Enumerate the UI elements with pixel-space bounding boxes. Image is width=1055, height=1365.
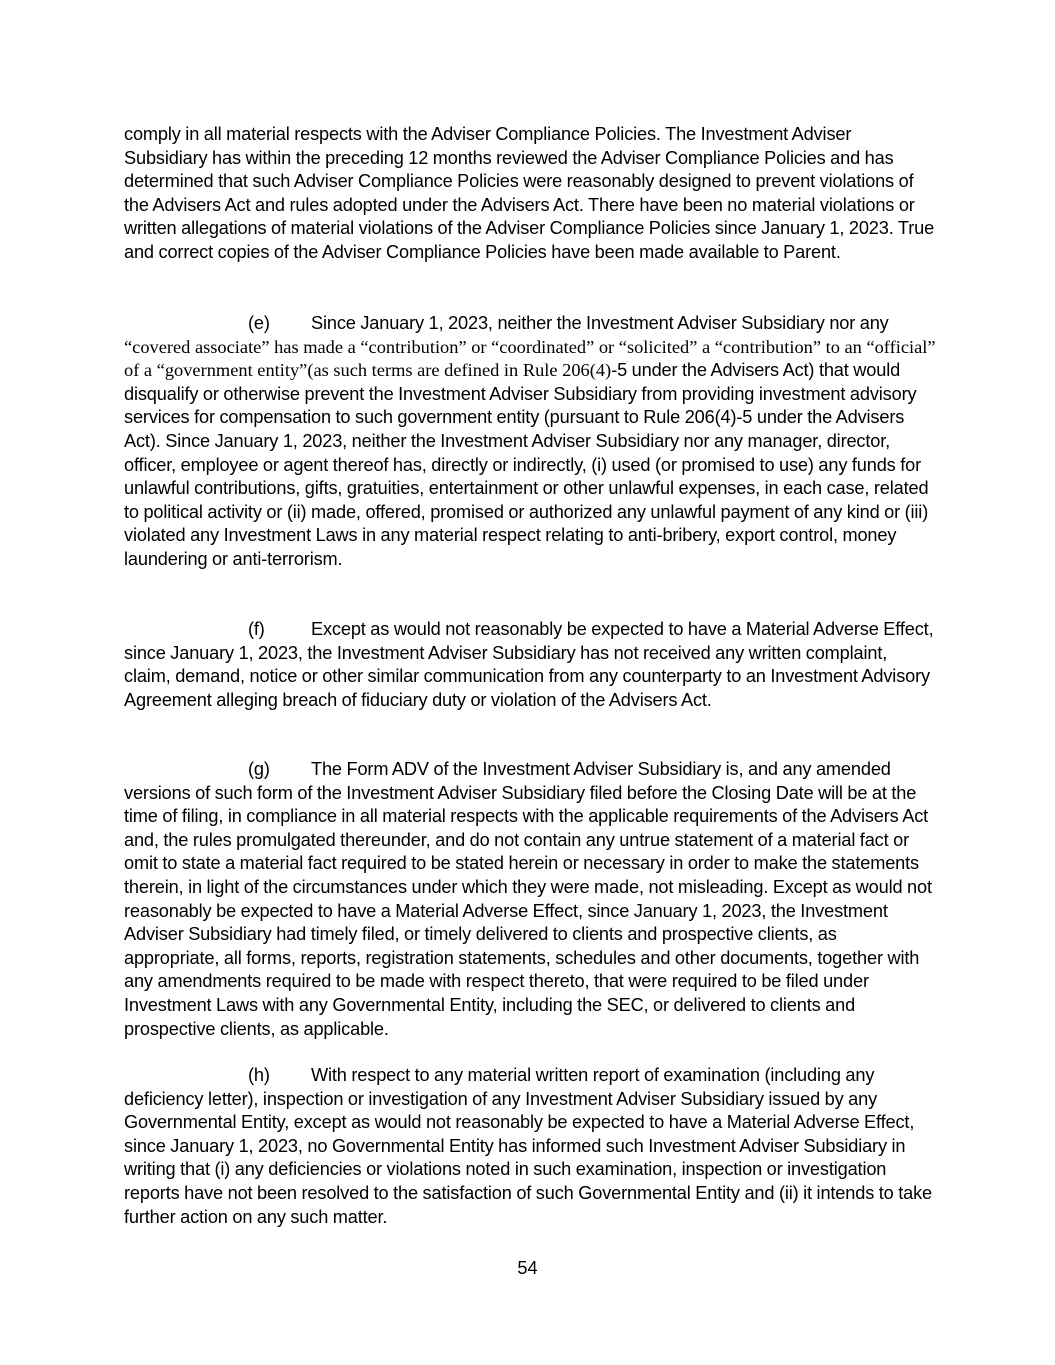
section-e-marker: (e)	[248, 313, 270, 333]
section-g-text: The Form ADV of the Investment Adviser Subsidiary is, and any amended versions of such form of the Investment Adviser Subsidiary filed before the Closing Date will be at the time of filing, in compliance in all material respects with the applicable requirements of the Advisers Act and, the rules promulgated thereunder, and do not contain any untrue statement of a material fact or omit to state a material fact required to be stated herein or necessary in order to make the statements therein, in light of the circumstances under which they were made, not misleading. Except as would not reasonably be expected to have a Material Adverse Effect, since January 1, 2023, the Investment Adviser Subsidiary had timely filed, or timely delivered to clients and prospective clients, as appropriate, all forms, reports, registration statements, schedules and other documents, together with any amendments required to be made with respect thereto, that were required to be filed under Investment Laws with any Governmental Entity, including the SEC, or delivered to clients and prospective clients, as applicable.	[124, 759, 932, 1039]
section-h-marker: (h)	[248, 1065, 270, 1085]
section-g-paragraph	[124, 758, 936, 1041]
section-e-text-rest: -5 under the Advisers Act) that would disqualify or otherwise prevent the Investment Adviser Subsidiary from providing investment advisory services for compensation to such government entity (pursuant to Rule 206(4)-5 under the Advisers Act). Since January 1, 2023, neither the Investment Adviser Subsidiary nor any manager, director, officer, employee or agent thereof has, directly or indirectly, (i) used (or promised to use) any funds for unlawful contributions, gifts, gratuities, entertainment or other unlawful expenses, in each case, related to political activity or (ii) made, offered, promised or authorized any unlawful payment of any kind or (iii) violated any Investment Laws in any material respect relating to anti-bribery, export control, money laundering or anti-terrorism.	[124, 360, 929, 569]
section-g-marker: (g)	[248, 759, 270, 779]
section-e-paragraph	[124, 312, 936, 572]
section-h-text: With respect to any material written report of examination (including any deficiency letter), inspection or investigation of any Investment Adviser Subsidiary issued by any Governmental Entity, except as would not reasonably be expected to have a Material Adverse Effect, since January 1, 2023, no Governmental Entity has informed such Investment Adviser Subsidiary in writing that (i) any deficiencies or violations noted in such examination, inspection or investigation reports have not been resolved to the satisfaction of such Governmental Entity and (ii) it intends to take further action on any such matter.	[124, 1065, 932, 1227]
section-e-text-start: Since January 1, 2023, neither the Investment Adviser Subsidiary nor any	[311, 313, 889, 333]
page-number: 54	[517, 1258, 538, 1278]
intro-paragraph: comply in all material respects with the Adviser Compliance Policies. The Investment Adviser Subsidiary has within the preceding 12 months reviewed the Adviser Compliance Policies and has determined that such Adviser Compliance Policies were reasonably designed to prevent violations of the Advisers Act and rules adopted under the Advisers Act. There have been no material violations or written allegations of material violations of the Adviser Compliance Policies since January 1, 2023. True and correct copies of the Adviser Compliance Policies have been made available to Parent.	[124, 124, 935, 262]
section-f-marker: (f)	[248, 619, 265, 639]
section-e-text-serif: “covered associate” has made a “contribution” or “coordinated” or “solicited” a “contribution” to an “official” of a “government entity”(as such terms are defined in Rule 206(4)	[124, 336, 936, 381]
section-f-text: Except as would not reasonably be expected to have a Material Adverse Effect, since January 1, 2023, the Investment Adviser Subsidiary has not received any written complaint, claim, demand, notice or other similar communication from any counterparty to an Investment Advisory Agreement alleging breach of fiduciary duty or violation of the Advisers Act.	[124, 619, 934, 710]
section-f-paragraph	[124, 618, 936, 712]
section-h-paragraph	[124, 1064, 936, 1229]
